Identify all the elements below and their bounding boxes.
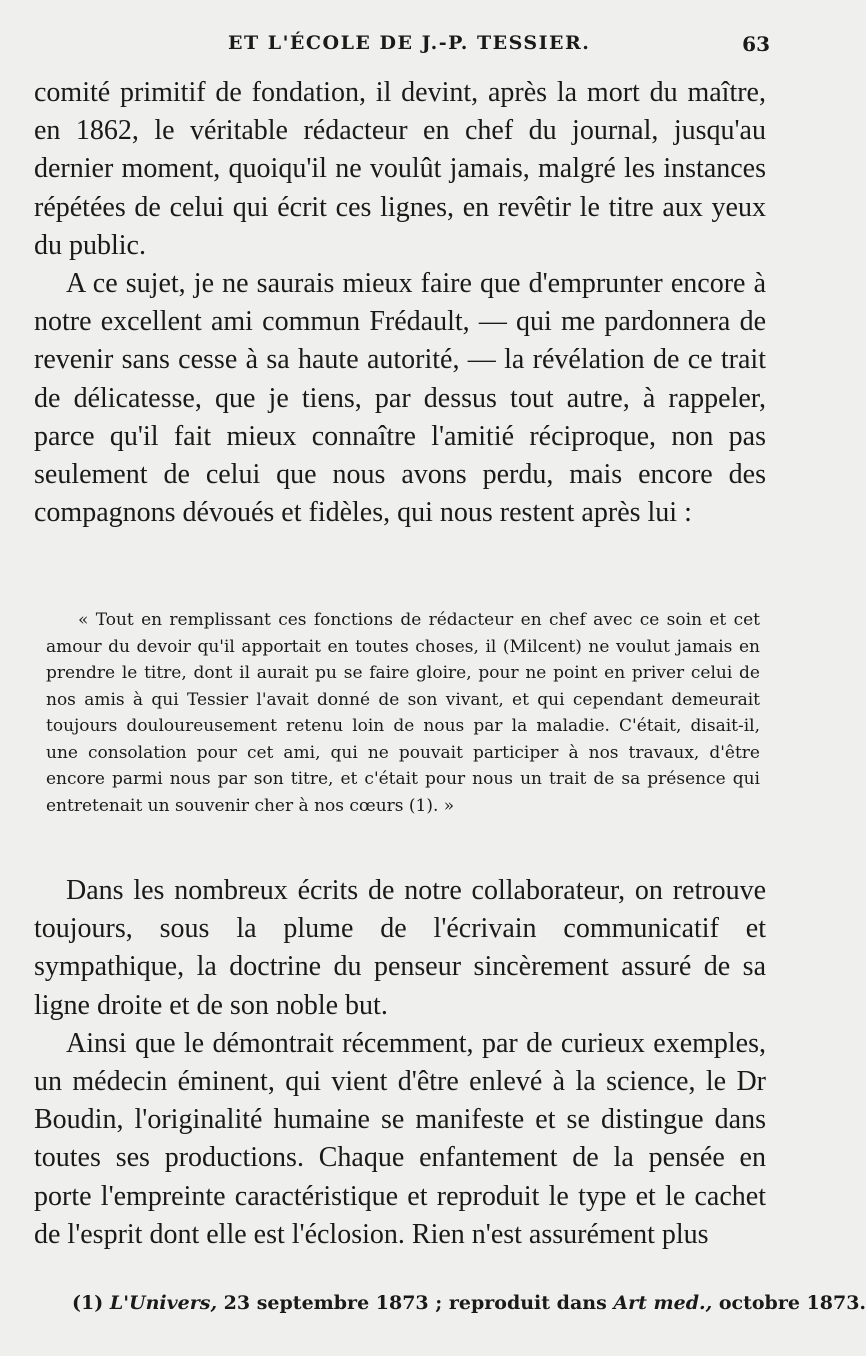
- running-title: ET L'ÉCOLE DE J.-P. TESSIER.: [228, 32, 591, 54]
- paragraph-1: comité primitif de fondation, il devint, après la mort du maître, en 1862, le véritable rédacteur en chef du journal, jusqu'au dernier moment, quoiqu'il ne voulût jamais, malgré les instances répétées de celui qui écrit ces lignes, en revêtir le titre aux yeux du public.: [34, 77, 766, 261]
- footnote-text-2: octobre 1873.: [712, 1292, 866, 1314]
- footnote-source-2: Art med.,: [613, 1292, 713, 1314]
- footnote-marker: (1): [72, 1292, 104, 1314]
- page-number: 63: [742, 32, 770, 56]
- footnote: [72, 1292, 866, 1314]
- page-header: [0, 28, 800, 62]
- paragraph-3: Dans les nombreux écrits de notre collaborateur, on retrouve toujours, sous la plume de l'écrivain communicatif et sympathique, la doctrine du penseur sincèrement assuré de sa ligne droite et de son noble but.: [34, 875, 766, 1021]
- footnote-text-1: 23 septembre 1873 ; reproduit dans: [217, 1292, 614, 1314]
- paragraph-2: A ce sujet, je ne saurais mieux faire que d'emprunter encore à notre excellent ami commun Frédault, — qui me pardonnera de revenir sans cesse à sa haute autorité, — la révélation de ce trait de délicatesse, que je tiens, par dessus tout autre, à rappeler, parce qu'il fait mieux connaître l'amitié réciproque, non pas seulement de celui que nous avons perdu, mais encore des compagnons dévoués et fidèles, qui nous restent après lui :: [34, 268, 766, 529]
- footnote-source: L'Univers,: [109, 1292, 218, 1314]
- quote-paragraph: « Tout en remplissant ces fonctions de rédacteur en chef avec ce soin et cet amour du devoir qu'il apportait en toutes choses, il (Milcent) ne voulut jamais en prendre le titre, dont il aurait pu se faire gloire, pour ne point en priver celui de nos amis à qui Tessier l'avait donné de son vivant, et qui cependant demeurait toujours douloureusement retenu loin de nous par la maladie. C'était, disait-il, une consolation pour cet ami, qui ne pouvait participer à nos travaux, d'être encore parmi nous par son titre, et c'était pour nous un trait de sa présence qui entretenait un souvenir cher à nos cœurs (1). »: [46, 610, 760, 816]
- body-text-top: [34, 74, 766, 532]
- block-quote: [46, 607, 760, 819]
- body-text-bottom: [34, 872, 766, 1254]
- paragraph-4: Ainsi que le démontrait récemment, par de curieux exemples, un médecin éminent, qui vient d'être enlevé à la science, le Dr Boudin, l'originalité humaine se manifeste et se distingue dans toutes ses productions. Chaque enfantement de la pensée en porte l'empreinte caractéristique et reproduit le type et le cachet de l'esprit dont elle est l'éclosion. Rien n'est assurément plus: [34, 1027, 766, 1250]
